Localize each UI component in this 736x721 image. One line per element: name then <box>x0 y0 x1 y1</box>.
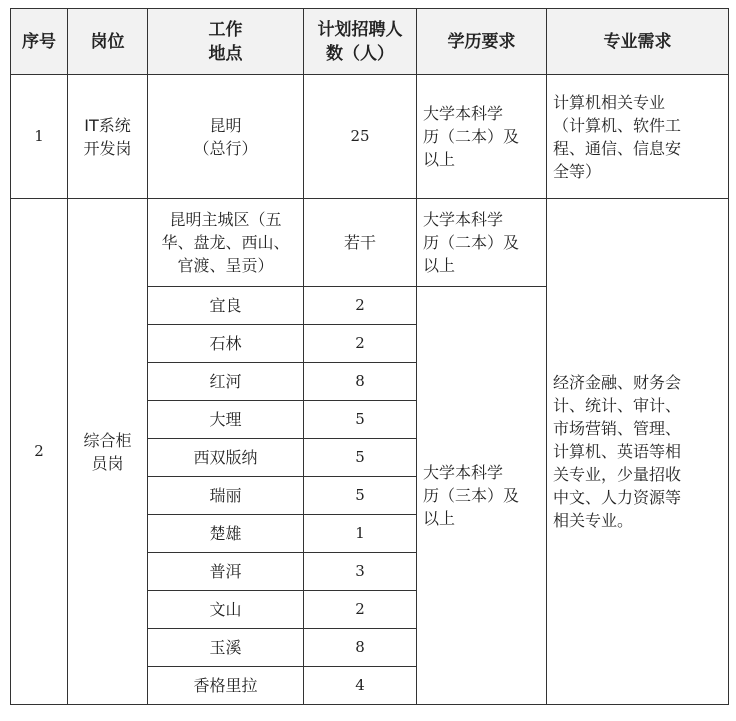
city-name: 宜良 <box>148 287 304 325</box>
city-count: 2 <box>304 591 417 629</box>
row1-edu-line1: 大学本科学 <box>423 104 504 123</box>
row2-main-location-line1: 昆明主城区（五 <box>169 210 282 229</box>
city-name: 大理 <box>148 401 304 439</box>
row2-main-education <box>417 199 547 287</box>
city-count: 5 <box>304 477 417 515</box>
city-name: 玉溪 <box>148 629 304 667</box>
header-location <box>148 9 304 75</box>
row1-major-line2: （计算机、软件工 <box>553 115 682 135</box>
header-location-line1: 工作 <box>208 19 243 40</box>
row2-major-line1: 经济金融、财务会 <box>553 373 682 392</box>
row1-major-line1: 计算机相关专业 <box>553 92 666 112</box>
header-count <box>304 9 417 75</box>
row2-main-location <box>148 199 304 287</box>
city-count: 8 <box>304 363 417 401</box>
city-count: 4 <box>304 667 417 705</box>
header-location-line2: 地点 <box>208 43 243 64</box>
table-row-1 <box>11 75 729 199</box>
row1-post-line1: IT系统 <box>84 115 131 135</box>
header-seq: 序号 <box>11 9 68 75</box>
row2-main-count: 若干 <box>304 199 417 287</box>
city-name: 普洱 <box>148 553 304 591</box>
header-count-line1: 计划招聘人 <box>317 19 403 40</box>
row1-count: 25 <box>304 75 417 199</box>
recruitment-table-wrapper <box>10 8 729 705</box>
row1-post-line2: 开发岗 <box>83 138 132 158</box>
row1-education <box>417 75 547 199</box>
header-education: 学历要求 <box>417 9 547 75</box>
row1-major-line4: 全等） <box>553 161 602 181</box>
city-count: 2 <box>304 325 417 363</box>
row2-major-line3: 市场营销、管理、 <box>553 419 682 438</box>
city-name: 石林 <box>148 325 304 363</box>
row1-major-line3: 程、通信、信息安 <box>553 138 682 158</box>
city-name: 瑞丽 <box>148 477 304 515</box>
row2-other-education <box>417 287 547 705</box>
row1-edu-line2: 历（二本）及 <box>423 127 520 146</box>
city-count: 2 <box>304 287 417 325</box>
row2-major <box>547 199 729 705</box>
row1-seq: 1 <box>11 75 68 199</box>
row2-post-line1: 综合柜 <box>83 430 132 450</box>
city-name: 文山 <box>148 591 304 629</box>
header-count-line2: 数（人） <box>326 43 394 64</box>
row1-edu-line3: 以上 <box>423 150 456 169</box>
city-name: 西双版纳 <box>148 439 304 477</box>
row2-main-edu-line1: 大学本科学 <box>423 210 504 229</box>
row1-location-line1: 昆明 <box>209 115 242 135</box>
row2-seq: 2 <box>11 199 68 705</box>
row2-main-edu-line2: 历（二本）及 <box>423 233 520 252</box>
row1-post <box>68 75 148 199</box>
header-post: 岗位 <box>68 9 148 75</box>
header-row <box>11 9 729 75</box>
row2-other-edu-line1: 大学本科学 <box>423 463 504 482</box>
row2-major-line6: 中文、人力资源等 <box>553 488 682 507</box>
city-count: 8 <box>304 629 417 667</box>
row2-major-line7: 相关专业。 <box>553 511 634 530</box>
row1-location <box>148 75 304 199</box>
city-name: 香格里拉 <box>148 667 304 705</box>
recruitment-table <box>10 8 729 705</box>
row2-main-location-line3: 官渡、呈贡） <box>177 256 274 275</box>
city-count: 1 <box>304 515 417 553</box>
city-name: 楚雄 <box>148 515 304 553</box>
row2-post <box>68 199 148 705</box>
city-count: 5 <box>304 439 417 477</box>
row2-major-line5: 关专业，少量招收 <box>553 465 682 484</box>
row2-other-edu-line3: 以上 <box>423 509 456 528</box>
row2-main-location-line2: 华、盘龙、西山、 <box>161 233 290 252</box>
row2-major-line2: 计、统计、审计、 <box>553 396 682 415</box>
row1-major <box>547 75 729 199</box>
row2-major-line4: 计算机、英语等相 <box>553 442 682 461</box>
row2-post-line2: 员岗 <box>91 453 124 473</box>
city-count: 5 <box>304 401 417 439</box>
header-major: 专业需求 <box>547 9 729 75</box>
city-count: 3 <box>304 553 417 591</box>
city-name: 红河 <box>148 363 304 401</box>
row1-location-line2: （总行） <box>193 138 258 158</box>
table-row-2-main <box>11 199 729 287</box>
row2-other-edu-line2: 历（三本）及 <box>423 486 520 505</box>
row2-main-edu-line3: 以上 <box>423 256 456 275</box>
